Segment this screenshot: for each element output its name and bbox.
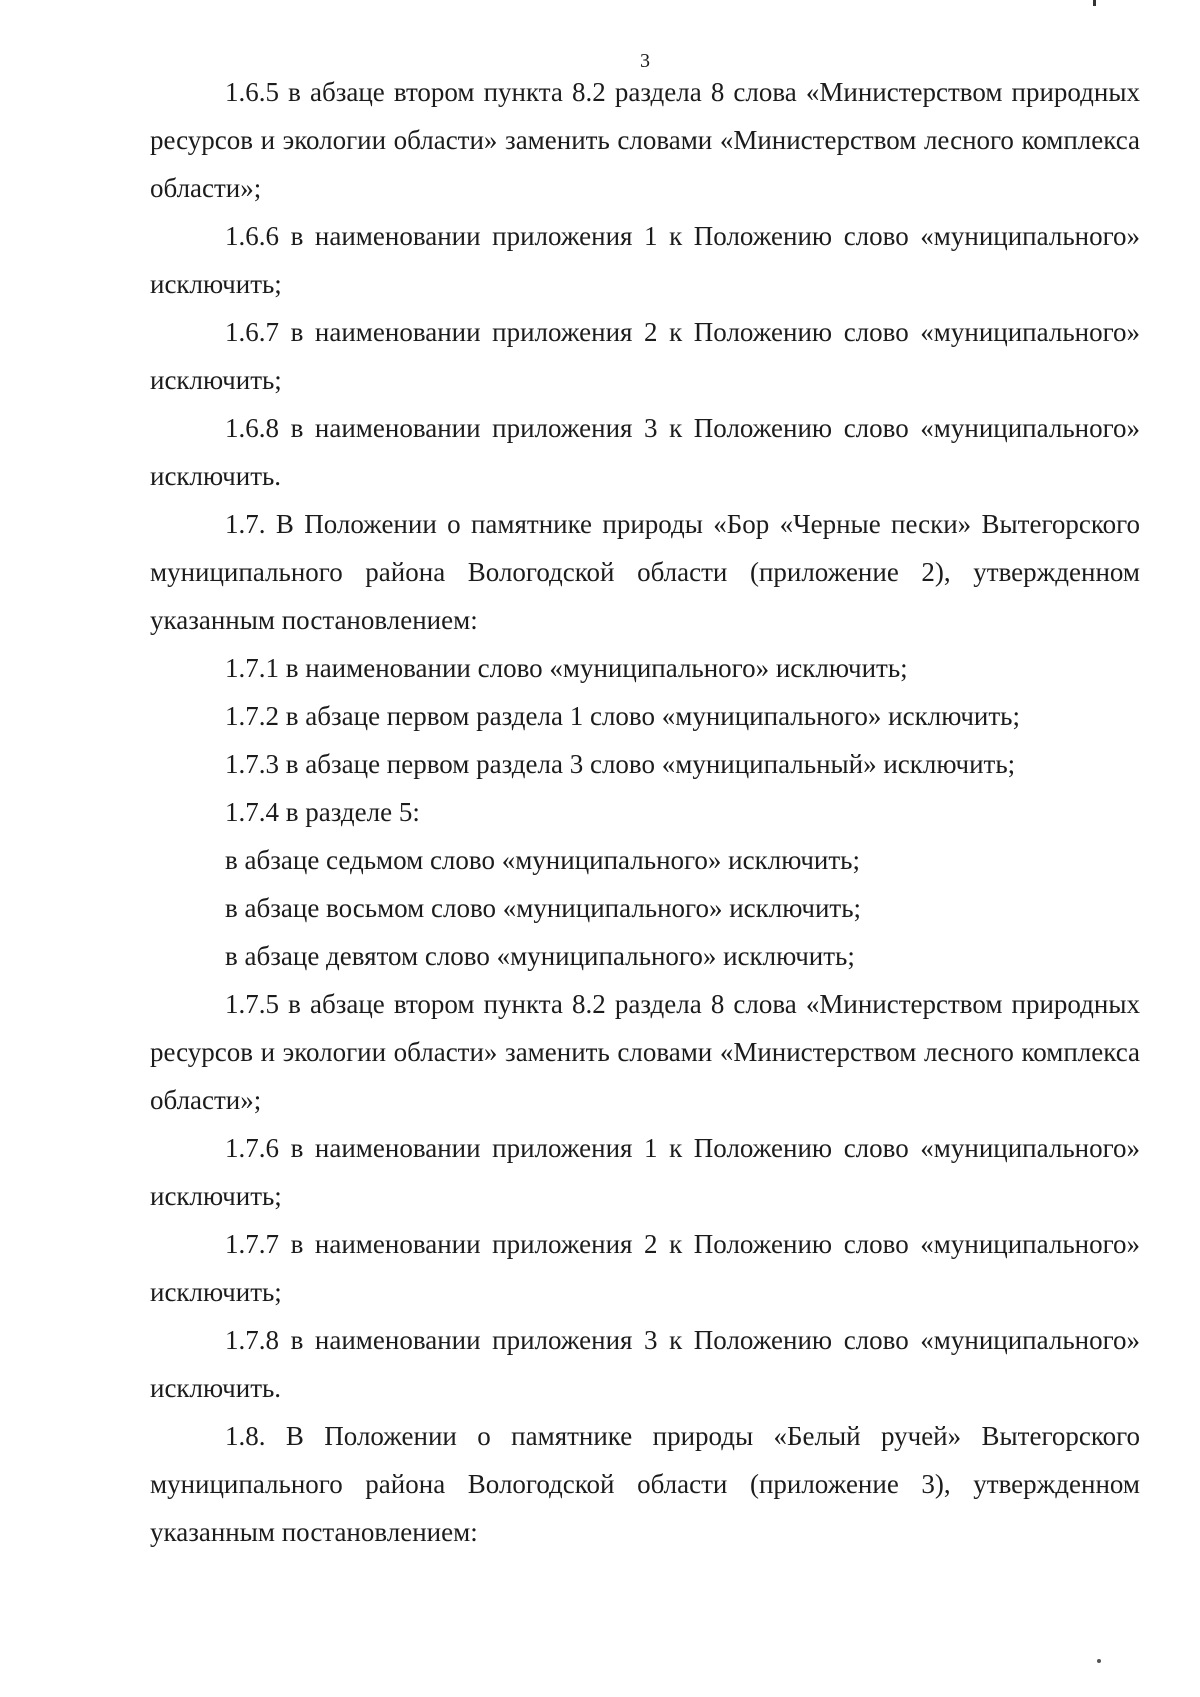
paragraph-1-6-7: 1.6.7 в наименовании приложения 2 к Положению слово «муниципального» исключить; <box>150 317 1140 395</box>
paragraph-1-6-8: 1.6.8 в наименовании приложения 3 к Положению слово «муниципального» исключить. <box>150 413 1140 491</box>
paragraph-1-8: 1.8. В Положении о памятнике природы «Белый ручей» Вытегорского муниципального района Вологодской области (приложение 3), утвержденном указанным постановлением: <box>150 1421 1140 1547</box>
paragraph-1-7-8: 1.7.8 в наименовании приложения 3 к Положению слово «муниципального» исключить. <box>150 1325 1140 1403</box>
paragraph-1-7-6: 1.7.6 в наименовании приложения 1 к Положению слово «муниципального» исключить; <box>150 1133 1140 1211</box>
paragraph-1-7-5: 1.7.5 в абзаце втором пункта 8.2 раздела 8 слова «Министерством природных ресурсов и экологии области» заменить словами «Министерством лесного комплекса области»; <box>150 989 1140 1115</box>
paragraph-1-7: 1.7. В Положении о памятнике природы «Бор «Черные пески» Вытегорского муниципального района Вологодской области (приложение 2), утвержденном указанным постановлением: <box>150 509 1140 635</box>
scan-artifact <box>1093 0 1096 6</box>
paragraph-1-7-4: 1.7.4 в разделе 5: <box>225 797 420 827</box>
document-body <box>150 68 1140 1556</box>
paragraph-1-7-3: 1.7.3 в абзаце первом раздела 3 слово «муниципальный» исключить; <box>225 749 1016 779</box>
paragraph-1-6-6: 1.6.6 в наименовании приложения 1 к Положению слово «муниципального» исключить; <box>150 221 1140 299</box>
paragraph-1-6-5: 1.6.5 в абзаце втором пункта 8.2 раздела 8 слова «Министерством природных ресурсов и экологии области» заменить словами «Министерством лесного комплекса области»; <box>150 77 1140 203</box>
paragraph-1-7-4-b: в абзаце восьмом слово «муниципального» исключить; <box>225 893 862 923</box>
page-number: 3 <box>640 50 650 72</box>
scan-artifact <box>1097 1659 1101 1663</box>
paragraph-1-7-4-c: в абзаце девятом слово «муниципального» исключить; <box>225 941 855 971</box>
paragraph-1-7-4-a: в абзаце седьмом слово «муниципального» исключить; <box>225 845 860 875</box>
paragraph-1-7-1: 1.7.1 в наименовании слово «муниципального» исключить; <box>225 653 908 683</box>
paragraph-1-7-7: 1.7.7 в наименовании приложения 2 к Положению слово «муниципального» исключить; <box>150 1229 1140 1307</box>
paragraph-1-7-2: 1.7.2 в абзаце первом раздела 1 слово «муниципального» исключить; <box>225 701 1020 731</box>
